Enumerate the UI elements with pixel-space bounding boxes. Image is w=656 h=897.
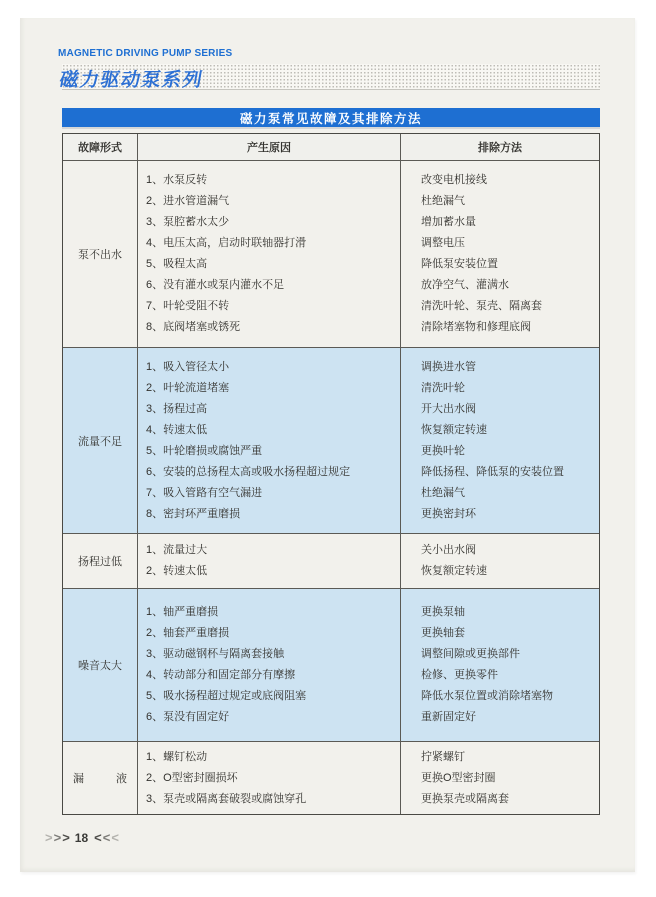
fault-section-5 (63, 742, 599, 814)
cause-item: 1、流量过大 (146, 544, 208, 556)
cause-item: 7、吸入管路有空气漏进 (146, 486, 263, 499)
fault-name: 流量不足 (63, 348, 138, 533)
cause-item: 2、转速太低 (146, 565, 208, 577)
chevron-glyph: > (53, 830, 61, 845)
series-title-zh: 磁力驱动泵系列 (57, 70, 206, 91)
cause-item: 2、叶轮流道堵塞 (146, 381, 230, 394)
remedy-list (401, 742, 599, 814)
cause-item: 3、泵腔蓄水太少 (146, 216, 230, 228)
cause-list (138, 742, 401, 814)
remedy-item: 更换轴套 (421, 627, 465, 639)
cause-item: 6、泵没有固定好 (146, 711, 230, 723)
cause-item: 2、轴套严重磨损 (146, 627, 230, 639)
cause-item: 1、螺钉松动 (146, 750, 208, 763)
remedy-item: 调整电压 (421, 237, 465, 249)
cause-item: 5、叶轮磨损或腐蚀严重 (146, 444, 263, 457)
remedy-item: 更换泵壳或隔离套 (421, 792, 509, 805)
cause-item: 3、扬程过高 (146, 402, 208, 415)
page-footer (44, 830, 119, 845)
cause-item: 2、O型密封圈损坏 (146, 771, 238, 784)
remedy-item: 放净空气、灌满水 (421, 279, 509, 291)
remedy-list (401, 589, 599, 741)
fault-name: 泵不出水 (63, 161, 138, 347)
remedy-list (401, 161, 599, 347)
cause-item: 7、叶轮受阻不转 (146, 300, 230, 312)
cause-item: 1、水泵反转 (146, 174, 208, 186)
header-cause: 产生原因 (138, 134, 401, 160)
remedy-item: 开大出水阀 (421, 402, 476, 415)
chevron-glyph: > (45, 830, 52, 845)
remedy-item: 清洗叶轮、泵壳、隔离套 (421, 300, 542, 312)
table-title-banner: 磁力泵常见故障及其排除方法 (62, 108, 600, 127)
header-remedy: 排除方法 (478, 142, 522, 154)
fault-section-1 (63, 161, 599, 348)
fault-table-body (63, 161, 599, 814)
fault-name-char: 液 (116, 773, 127, 785)
table-header-row (63, 134, 599, 161)
fault-name-char: 漏 (73, 773, 84, 785)
cause-item: 8、底阀堵塞或锈死 (146, 321, 241, 333)
remedy-item: 更换泵轴 (421, 606, 465, 618)
cause-item: 1、吸入管径太小 (146, 360, 230, 373)
cause-item: 4、转动部分和固定部分有摩擦 (146, 669, 296, 681)
remedy-item: 拧紧螺钉 (421, 750, 465, 763)
cause-item: 3、驱动磁钢杯与隔离套接触 (146, 648, 285, 660)
remedy-item: 清除堵塞物和修理底阀 (421, 321, 531, 333)
remedy-item: 改变电机接线 (421, 174, 487, 186)
fault-name: 扬程过低 (63, 534, 138, 588)
remedy-item: 更换叶轮 (421, 444, 465, 457)
chevron-glyph: < (102, 830, 110, 845)
remedy-item: 降低水泵位置或消除堵塞物 (421, 690, 553, 702)
remedy-item: 关小出水阀 (421, 544, 476, 556)
remedy-item: 更换O型密封圈 (421, 771, 496, 784)
header-fault-type: 故障形式 (63, 134, 138, 160)
chevron-glyph: < (111, 830, 118, 845)
remedy-item: 恢复额定转速 (421, 423, 487, 436)
fault-section-3 (63, 534, 599, 589)
fault-section-2 (63, 348, 599, 534)
remedy-item: 杜绝漏气 (421, 486, 465, 499)
cause-item: 6、安装的总扬程太高或吸水扬程超过规定 (146, 465, 351, 478)
remedy-item: 增加蓄水量 (421, 216, 476, 228)
cause-item: 3、泵壳或隔离套破裂或腐蚀穿孔 (146, 792, 307, 805)
cause-list (138, 534, 401, 588)
series-title-en: MAGNETIC DRIVING PUMP SERIES (58, 48, 233, 59)
remedy-item: 杜绝漏气 (421, 195, 465, 207)
cause-item: 4、转速太低 (146, 423, 208, 436)
remedy-item: 更换密封环 (421, 507, 476, 520)
remedy-item: 恢复额定转速 (421, 565, 487, 577)
chevron-glyph: < (94, 830, 101, 845)
cause-item: 2、进水管道漏气 (146, 195, 230, 207)
cause-item: 5、吸程太高 (146, 258, 208, 270)
cause-item: 6、没有灌水或泵内灌水不足 (146, 279, 285, 291)
fault-table (62, 133, 600, 815)
cause-item: 5、吸水扬程超过规定或底阀阻塞 (146, 690, 307, 702)
fault-name (63, 742, 138, 814)
cause-list (138, 348, 401, 533)
cause-list (138, 589, 401, 741)
cause-item: 1、轴严重磨损 (146, 606, 219, 618)
page-number: 18 (74, 830, 89, 845)
chevron-glyph: > (62, 830, 69, 845)
remedy-item: 降低扬程、降低泵的安装位置 (421, 465, 564, 478)
remedy-list (401, 348, 599, 533)
remedy-item: 清洗叶轮 (421, 381, 465, 394)
remedy-item: 重新固定好 (421, 711, 476, 723)
remedy-item: 检修、更换零件 (421, 669, 498, 681)
cause-item: 8、密封环严重磨损 (146, 507, 241, 520)
chevrons-right-icon (44, 830, 70, 845)
remedy-item: 调换进水管 (421, 360, 476, 373)
catalog-page (20, 18, 635, 872)
remedy-item: 降低泵安装位置 (421, 258, 498, 270)
remedy-list (401, 534, 599, 588)
chevrons-left-icon (93, 830, 119, 845)
fault-section-4 (63, 589, 599, 742)
remedy-item: 调整间隙或更换部件 (421, 648, 520, 660)
fault-name: 噪音太大 (63, 589, 138, 741)
cause-item: 4、电压太高，启动时联轴器打滑 (146, 237, 307, 249)
cause-list (138, 161, 401, 347)
